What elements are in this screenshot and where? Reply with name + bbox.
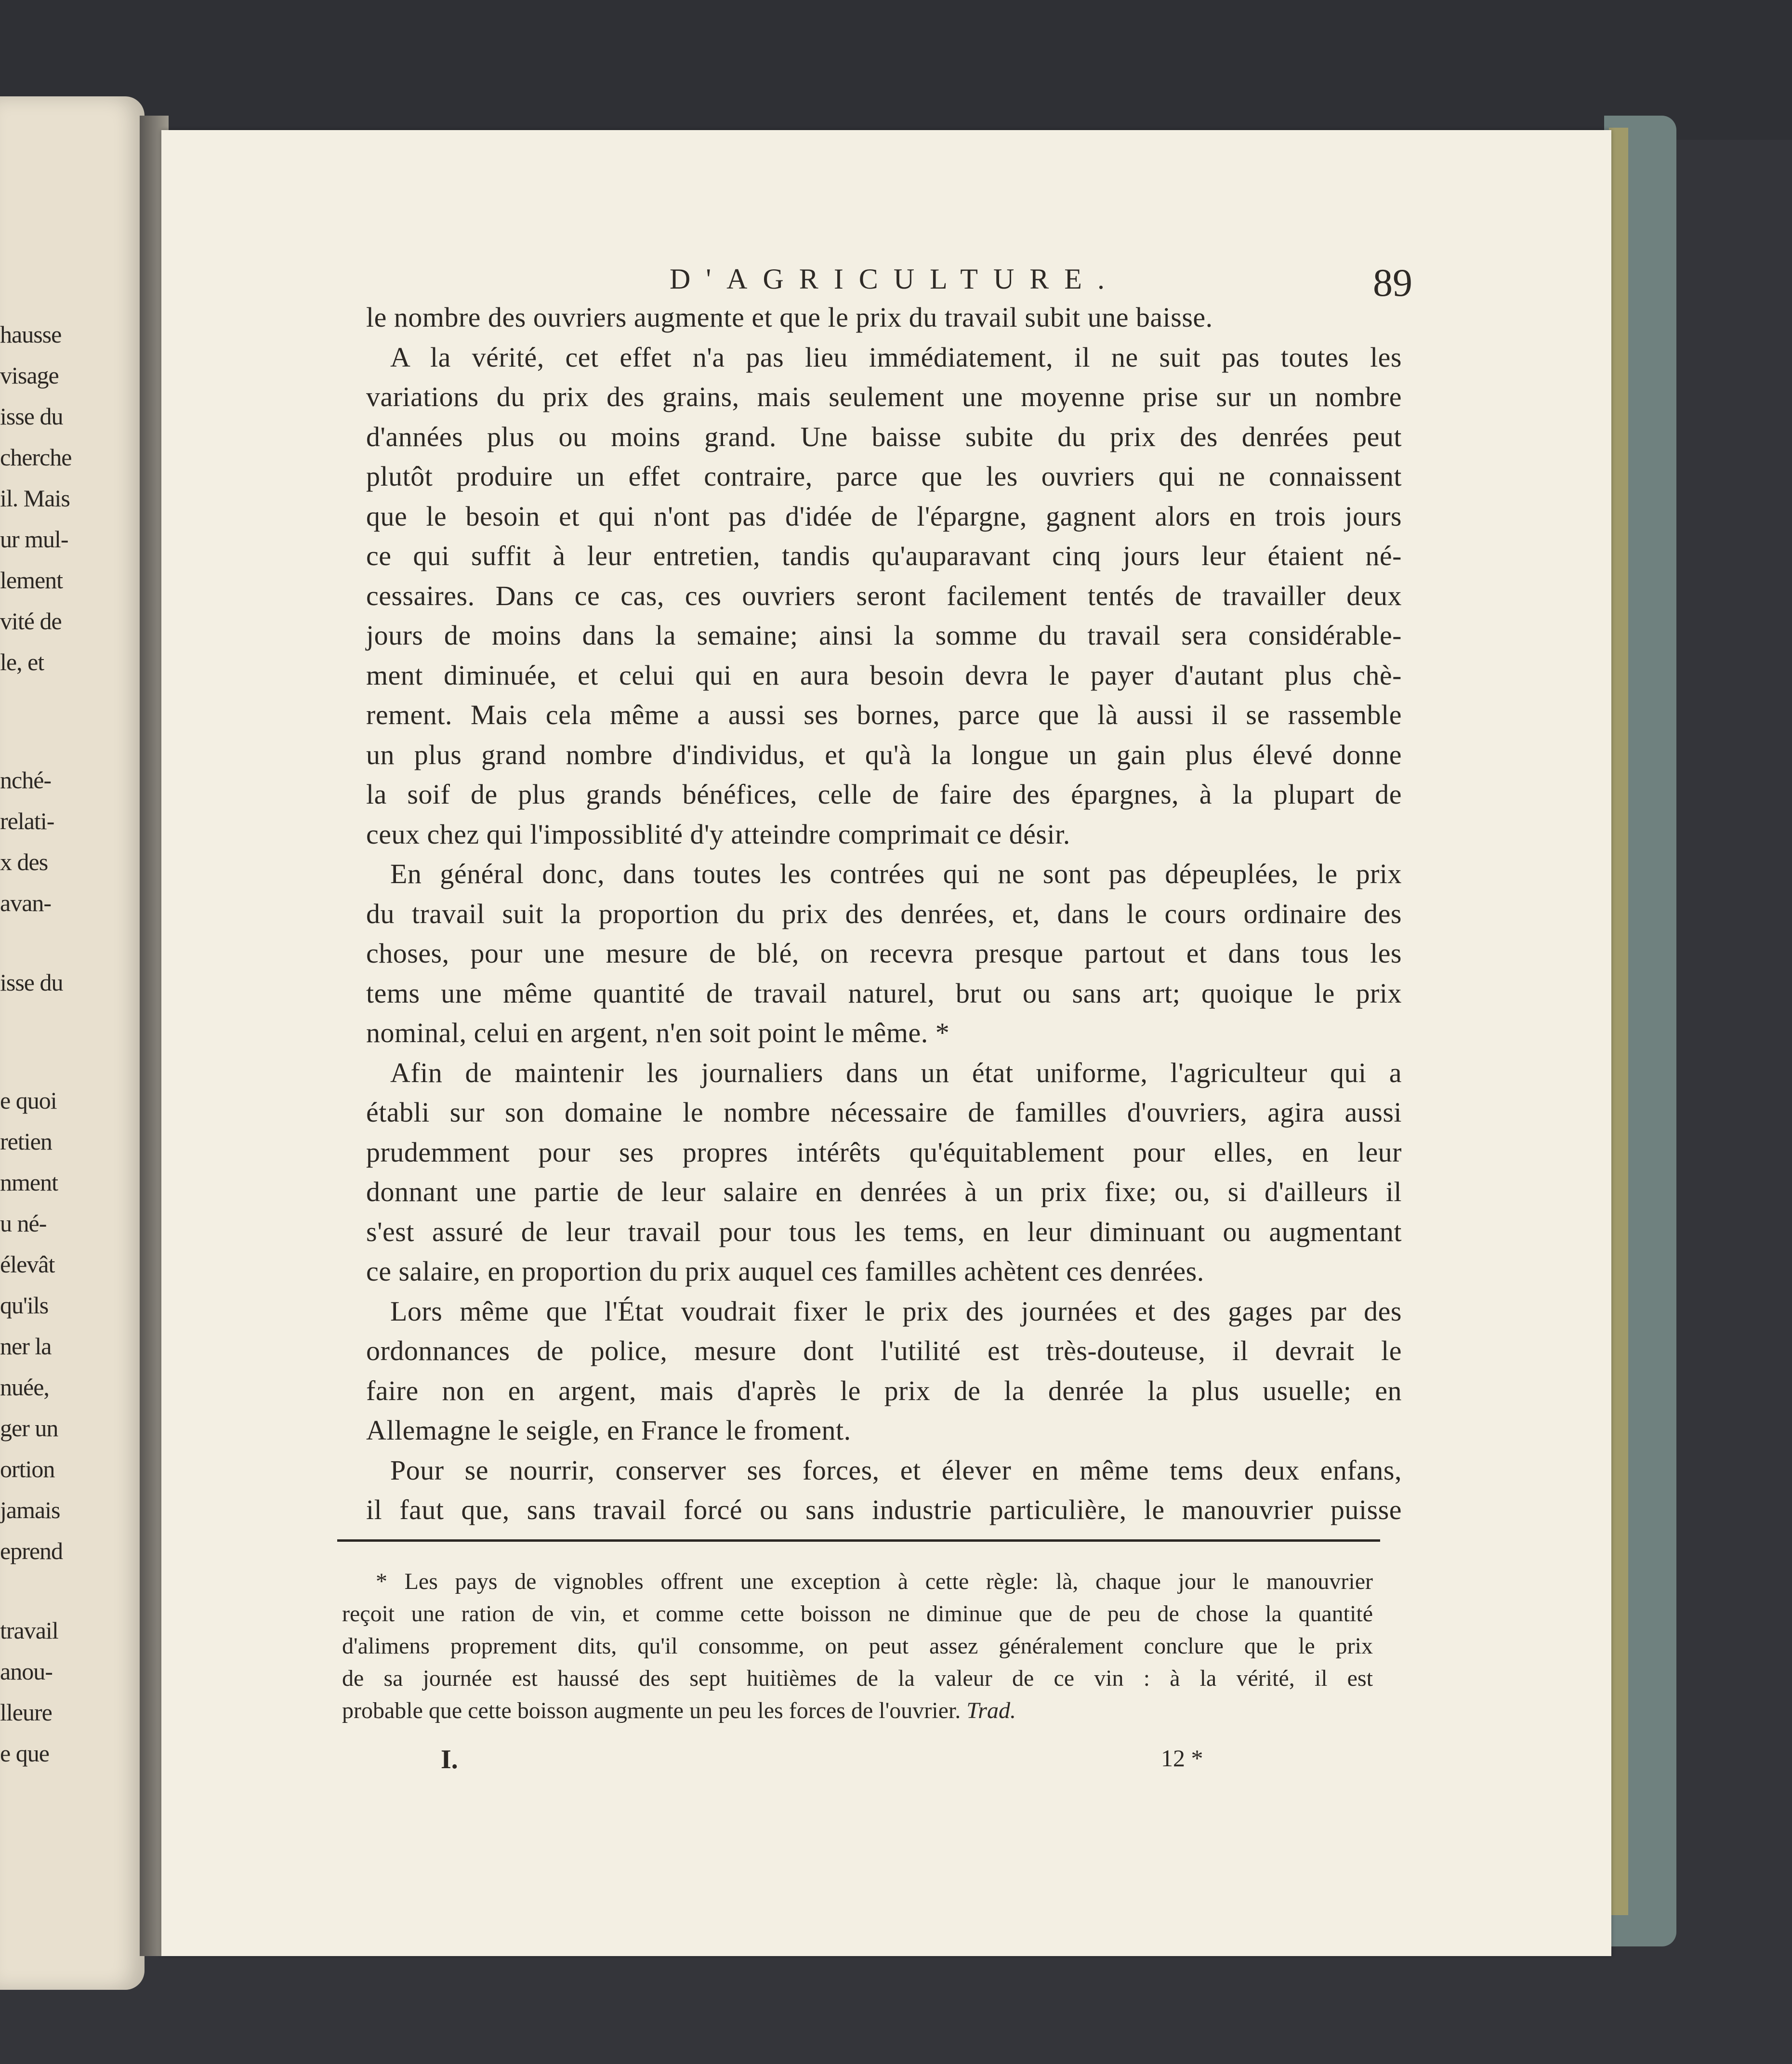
body-line: ce qui suffit à leur entretien, tandis qu'auparavant cinq jours leur étaient né- <box>366 540 1402 571</box>
left-page-fragment: ortion <box>0 1455 55 1482</box>
footnote-line <box>376 1568 1373 1595</box>
left-page-fragment: le, et <box>0 648 44 675</box>
left-page-fragment: nuée, <box>0 1374 49 1401</box>
left-page-fragment: avan- <box>0 889 52 916</box>
left-page-fragment: anou- <box>0 1658 53 1685</box>
body-line: En général donc, dans toutes les contrées qui ne sont pas dépeuplées, le prix <box>390 858 1402 889</box>
left-page-fragment: e quoi <box>0 1087 57 1114</box>
body-line: s'est assuré de leur travail pour tous les tems, en leur diminuant ou augmentant <box>366 1216 1402 1247</box>
body-line: faire non en argent, mais d'après le prix de la denrée la plus usuelle; en <box>366 1375 1402 1406</box>
body-line: A la vérité, cet effet n'a pas lieu immédiatement, il ne suit pas toutes les <box>390 342 1402 373</box>
footnote-line <box>342 1601 1373 1627</box>
left-page-fragment: eprend <box>0 1537 63 1564</box>
left-page-fragment: travail <box>0 1617 58 1644</box>
page-number: 89 <box>1373 261 1412 304</box>
footnote-rule <box>337 1539 1380 1542</box>
footnote-line <box>342 1697 1373 1724</box>
left-page-fragment: x des <box>0 848 48 875</box>
left-page-fragment: ur mul- <box>0 526 68 553</box>
footnote-line-text: * Les pays de vignobles offrent une exception à cette règle: là, chaque jour le manouvrier <box>376 1569 1373 1594</box>
body-line: prudemment pour ses propres intérêts qu'équitablement pour elles, en leur <box>366 1137 1402 1168</box>
body-line: cessaires. Dans ce cas, ces ouvriers seront facilement tentés de travailler deux <box>366 580 1402 611</box>
body-line: un plus grand nombre d'individus, et qu'à la longue un gain plus élevé donne <box>366 739 1402 770</box>
body-line: ordonnances de police, mesure dont l'utilité est très-douteuse, il devrait le <box>366 1335 1402 1366</box>
footnote-line <box>342 1665 1373 1692</box>
body-line: ment diminuée, et celui qui en aura besoin devra le payer d'autant plus chè- <box>366 660 1402 691</box>
body-line: il faut que, sans travail forcé ou sans industrie particulière, le manouvrier puisse <box>366 1494 1402 1525</box>
left-page-fragment: lleure <box>0 1699 52 1726</box>
footnote-line-text: d'alimens proprement dits, qu'il consomme, on peut assez généralement conclure que le prix <box>342 1633 1373 1659</box>
left-page-fragment: visage <box>0 362 59 389</box>
left-page-fragment: isse du <box>0 403 63 430</box>
left-page-fragment: lement <box>0 567 63 594</box>
body-line: Pour se nourrir, conserver ses forces, et élever en même tems deux enfans, <box>390 1455 1402 1486</box>
body-line: Afin de maintenir les journaliers dans un état uniforme, l'agriculteur qui a <box>390 1057 1402 1088</box>
body-line: jours de moins dans la semaine; ainsi la somme du travail sera considérable- <box>366 620 1402 651</box>
running-head: D'AGRICULTURE. <box>670 263 1120 295</box>
body-line: choses, pour une mesure de blé, on recevra presque partout et dans tous les <box>366 938 1402 969</box>
left-page-fragment: relati- <box>0 807 54 834</box>
left-page-fragment: retien <box>0 1128 52 1155</box>
left-page-fragment: cherche <box>0 444 72 471</box>
left-page-fragment: nché- <box>0 767 52 794</box>
body-line: Allemagne le seigle, en France le froment. <box>366 1415 851 1446</box>
body-line: ce salaire, en proportion du prix auquel ces familles achètent ces denrées. <box>366 1256 1204 1287</box>
book-page-edges <box>1609 128 1628 1915</box>
backdrop <box>0 0 1792 140</box>
body-line: nominal, celui en argent, n'en soit point le même. * <box>366 1017 950 1048</box>
signature-mark-right: 12 * <box>1161 1745 1203 1772</box>
body-line: établi sur son domaine le nombre nécessaire de familles d'ouvriers, agira aussi <box>366 1097 1402 1128</box>
body-line: d'années plus ou moins grand. Une baisse subite du prix des denrées peut <box>366 421 1402 452</box>
left-page-fragment: ger un <box>0 1415 58 1442</box>
body-line: du travail suit la proportion du prix des denrées, et, dans le cours ordinaire des <box>366 898 1402 929</box>
body-line: donnant une partie de leur salaire en denrées à un prix fixe; ou, si d'ailleurs il <box>366 1176 1402 1207</box>
left-page-fragment: ner la <box>0 1333 52 1360</box>
footnote-line-text: de sa journée est haussé des sept huitièmes de la valeur de ce vin : à la vérité, il est <box>342 1666 1373 1691</box>
left-page-fragment: élevât <box>0 1251 55 1278</box>
body-line: la soif de plus grands bénéfices, celle de faire des épargnes, à la plupart de <box>366 779 1402 810</box>
left-page-fragment: e que <box>0 1740 49 1767</box>
body-line: ceux chez qui l'impossiblité d'y atteindre comprimait ce désir. <box>366 819 1070 850</box>
body-line: tems une même quantité de travail naturel, brut ou sans art; quoique le prix <box>366 978 1402 1009</box>
left-page-fragment: vité de <box>0 608 62 635</box>
body-line: variations du prix des grains, mais seulement une moyenne prise sur un nombre <box>366 381 1402 412</box>
left-page-fragment: nment <box>0 1169 58 1196</box>
body-line: plutôt produire un effet contraire, parce que les ouvriers qui ne connaissent <box>366 461 1402 492</box>
body-line: rement. Mais cela même a aussi ses bornes, parce que là aussi il se rassemble <box>366 699 1402 730</box>
left-facing-page <box>0 96 145 1990</box>
footnote-line-text: probable que cette boisson augmente un peu les forces de l'ouvrier. <box>342 1698 961 1723</box>
left-page-fragment: il. Mais <box>0 485 70 512</box>
left-page-fragment: u né- <box>0 1210 47 1237</box>
footnote-line <box>342 1633 1373 1659</box>
left-page-fragment: jamais <box>0 1496 60 1523</box>
footnote-line-text: reçoit une ration de vin, et comme cette boisson ne diminue que de peu de chose la quantité <box>342 1601 1373 1627</box>
left-page-fragment: isse du <box>0 969 63 996</box>
left-page-fragment: qu'ils <box>0 1292 49 1319</box>
body-line: le nombre des ouvriers augmente et que le prix du travail subit une baisse. <box>366 302 1213 333</box>
body-line: Lors même que l'État voudrait fixer le prix des journées et des gages par des <box>390 1296 1402 1327</box>
footnote-translator-mark: Trad. <box>966 1698 1016 1723</box>
left-page-fragment: hausse <box>0 321 62 348</box>
signature-mark: I. <box>441 1745 458 1774</box>
body-line: que le besoin et qui n'ont pas d'idée de l'épargne, gagnent alors en trois jours <box>366 501 1402 532</box>
